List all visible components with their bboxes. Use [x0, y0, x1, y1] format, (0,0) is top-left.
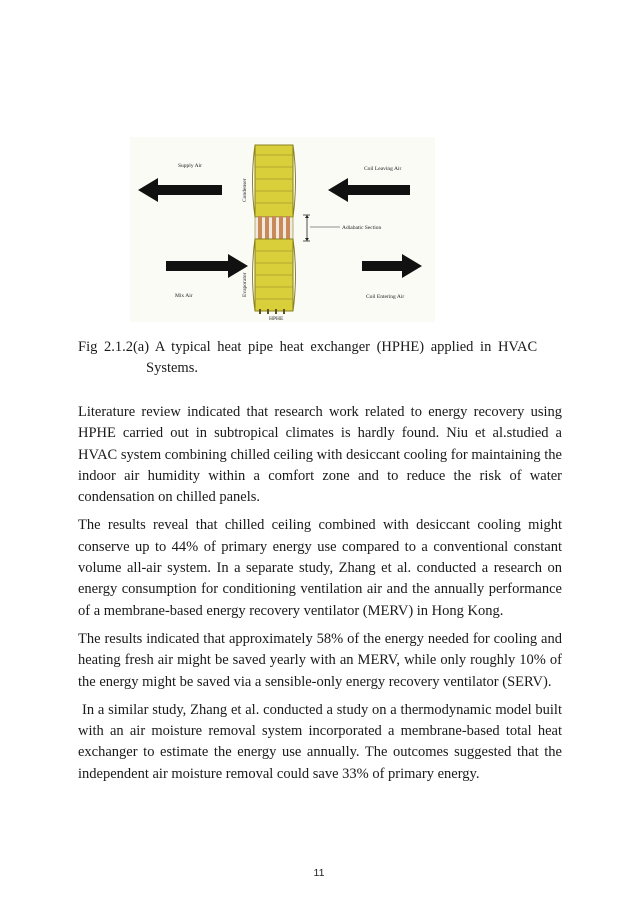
adiabatic-pipes: [255, 216, 293, 240]
label-mix-air: Mix Air: [175, 293, 193, 299]
label-coil-entering-air: Coil Entering Air: [366, 294, 405, 300]
caption-line-2: Systems.: [146, 360, 198, 376]
caption-line-1: Fig 2.1.2(a) A typical heat pipe heat exchanger (HPHE) applied in HVAC: [78, 339, 538, 355]
label-condenser: Condenser: [242, 178, 248, 202]
paragraph-3: The results indicated that approximately 58% of the energy needed for cooling and heating fresh air might be saved yearly with an MERV, while only roughly 10% of the energy might be saved via a sensible-only energy recovery ventilator (SERV).: [78, 630, 562, 690]
figure-caption: [78, 337, 562, 379]
hphe-figure: [130, 137, 435, 322]
label-supply-air: Supply Air: [178, 163, 202, 169]
label-adiabatic-section: Adiabatic Section: [342, 225, 382, 231]
label-hphe: HPHE: [269, 316, 284, 322]
body-text: [78, 402, 562, 792]
page-number: 11: [313, 867, 325, 879]
paragraph-2: The results reveal that chilled ceiling combined with desiccant cooling might conserve up to 44% of primary energy use compared to a conventional constant volume all-air system. In a separate study, Zhang et al. conducted a research on energy consumption for conditioning ventilation air and the annually performance of a membrane-based energy recovery ventilator (MERV) in Hong Kong.: [78, 517, 562, 619]
paragraph-1: Literature review indicated that research work related to energy recovery using HPHE carried out in subtropical climates is hardly found. Niu et al.studied a HVAC system combining chilled ceiling with desiccant cooling for maintaining the indoor air humidity within a comfort zone and to reduce the risk of water condensation on chilled panels.: [78, 404, 562, 506]
paragraph-4: In a similar study, Zhang et al. conducted a study on a thermodynamic model built with an air moisture removal system incorporated a membrane-based total heat exchanger to estimate the energy use annually. The outcomes suggested that the independent air moisture removal could save 33% of primary energy.: [78, 701, 562, 782]
evaporator-fins: [253, 239, 296, 314]
label-coil-leaving-air: Coil Leaving Air: [364, 166, 402, 172]
label-evaporator: Evaporator: [242, 272, 248, 297]
hphe-diagram: [130, 137, 435, 322]
condenser-fins: [253, 145, 296, 217]
